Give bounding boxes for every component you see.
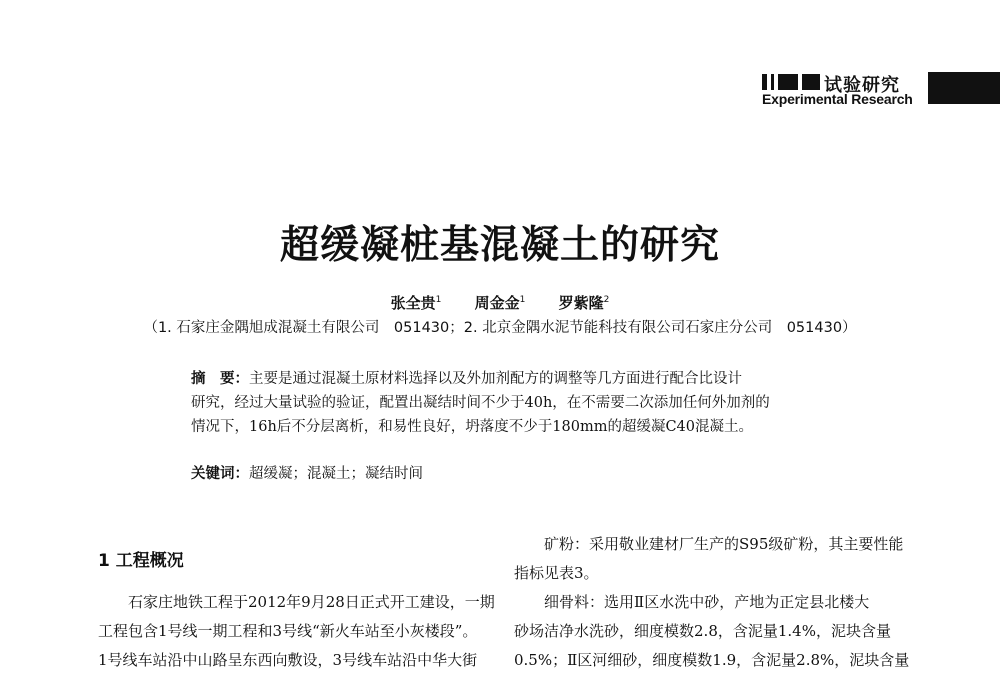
author-list bbox=[0, 292, 1000, 313]
body-text: 矿粉：采用敬业建材厂生产的S95级矿粉，其主要性能 bbox=[544, 535, 904, 553]
author-affiliation-mark: 2 bbox=[603, 295, 610, 305]
section-name-cn: 试验研究 bbox=[824, 75, 900, 96]
paper-title: 超缓凝桩基混凝土的研究 bbox=[279, 223, 720, 268]
header-bar-decoration bbox=[802, 74, 820, 90]
header-bar-decoration bbox=[762, 74, 767, 90]
author-affiliation-mark: 1 bbox=[435, 295, 442, 305]
author bbox=[391, 294, 442, 312]
author-name: 周金金 bbox=[474, 294, 520, 312]
body-line bbox=[98, 588, 495, 617]
keywords-text: 超缓凝；混凝土；凝结时间 bbox=[249, 466, 423, 482]
abstract-line: 情况下，16h后不分层离析，和易性良好，坍落度不少于180mm的超缓凝C40混凝土。 bbox=[191, 419, 754, 435]
author-affiliation-mark: 1 bbox=[519, 295, 526, 305]
body-line: 1号线车站沿中山路呈东西向敷设，3号线车站沿中华大街 bbox=[98, 651, 478, 669]
affiliations: （1. 石家庄金隅旭成混凝土有限公司 051430；2. 北京金隅水泥节能科技有限公司石家庄分公司 051430） bbox=[143, 320, 857, 336]
header-bar-decoration bbox=[778, 74, 798, 90]
journal-section-header bbox=[762, 74, 952, 108]
body-text: 石家庄地铁工程于2012年9月28日正式开工建设，一期 bbox=[128, 593, 495, 611]
section-heading: 1 工程概况 bbox=[98, 551, 184, 571]
right-column-body bbox=[514, 530, 910, 675]
author-name: 罗紫隆 bbox=[558, 294, 604, 312]
author bbox=[559, 294, 610, 312]
header-bar-decoration bbox=[771, 74, 774, 90]
abstract-line: 研究，经过大量试验的验证，配置出凝结时间不少于40h，在不需要二次添加任何外加剂的 bbox=[191, 395, 770, 411]
body-line bbox=[514, 588, 906, 617]
body-line: 0.5%；Ⅱ区河细砂，细度模数1.9，含泥量2.8%，泥块含量 bbox=[514, 651, 910, 669]
keywords bbox=[191, 462, 816, 483]
keywords-label: 关键词： bbox=[191, 466, 249, 482]
body-line bbox=[514, 530, 906, 559]
body-line: 指标见表3。 bbox=[514, 564, 599, 582]
corner-tab-decoration bbox=[928, 72, 1000, 104]
body-text: 细骨料：选用Ⅱ区水洗中砂，产地为正定县北楼大 bbox=[544, 593, 870, 611]
body-line: 工程包含1号线一期工程和3号线“新火车站至小灰楼段”。 bbox=[98, 622, 478, 640]
abstract-label: 摘 要： bbox=[191, 371, 249, 387]
author bbox=[475, 294, 526, 312]
body-line: 砂场洁净水洗砂，细度模数2.8，含泥量1.4%，泥块含量 bbox=[514, 622, 891, 640]
section-name-en: Experimental Research bbox=[762, 91, 913, 107]
abstract-text: 主要是通过混凝土原材料选择以及外加剂配方的调整等几方面进行配合比设计 bbox=[249, 371, 742, 387]
left-column-body bbox=[98, 588, 495, 675]
abstract-line bbox=[191, 367, 816, 391]
author-name: 张全贵 bbox=[390, 294, 436, 312]
abstract bbox=[191, 367, 816, 439]
